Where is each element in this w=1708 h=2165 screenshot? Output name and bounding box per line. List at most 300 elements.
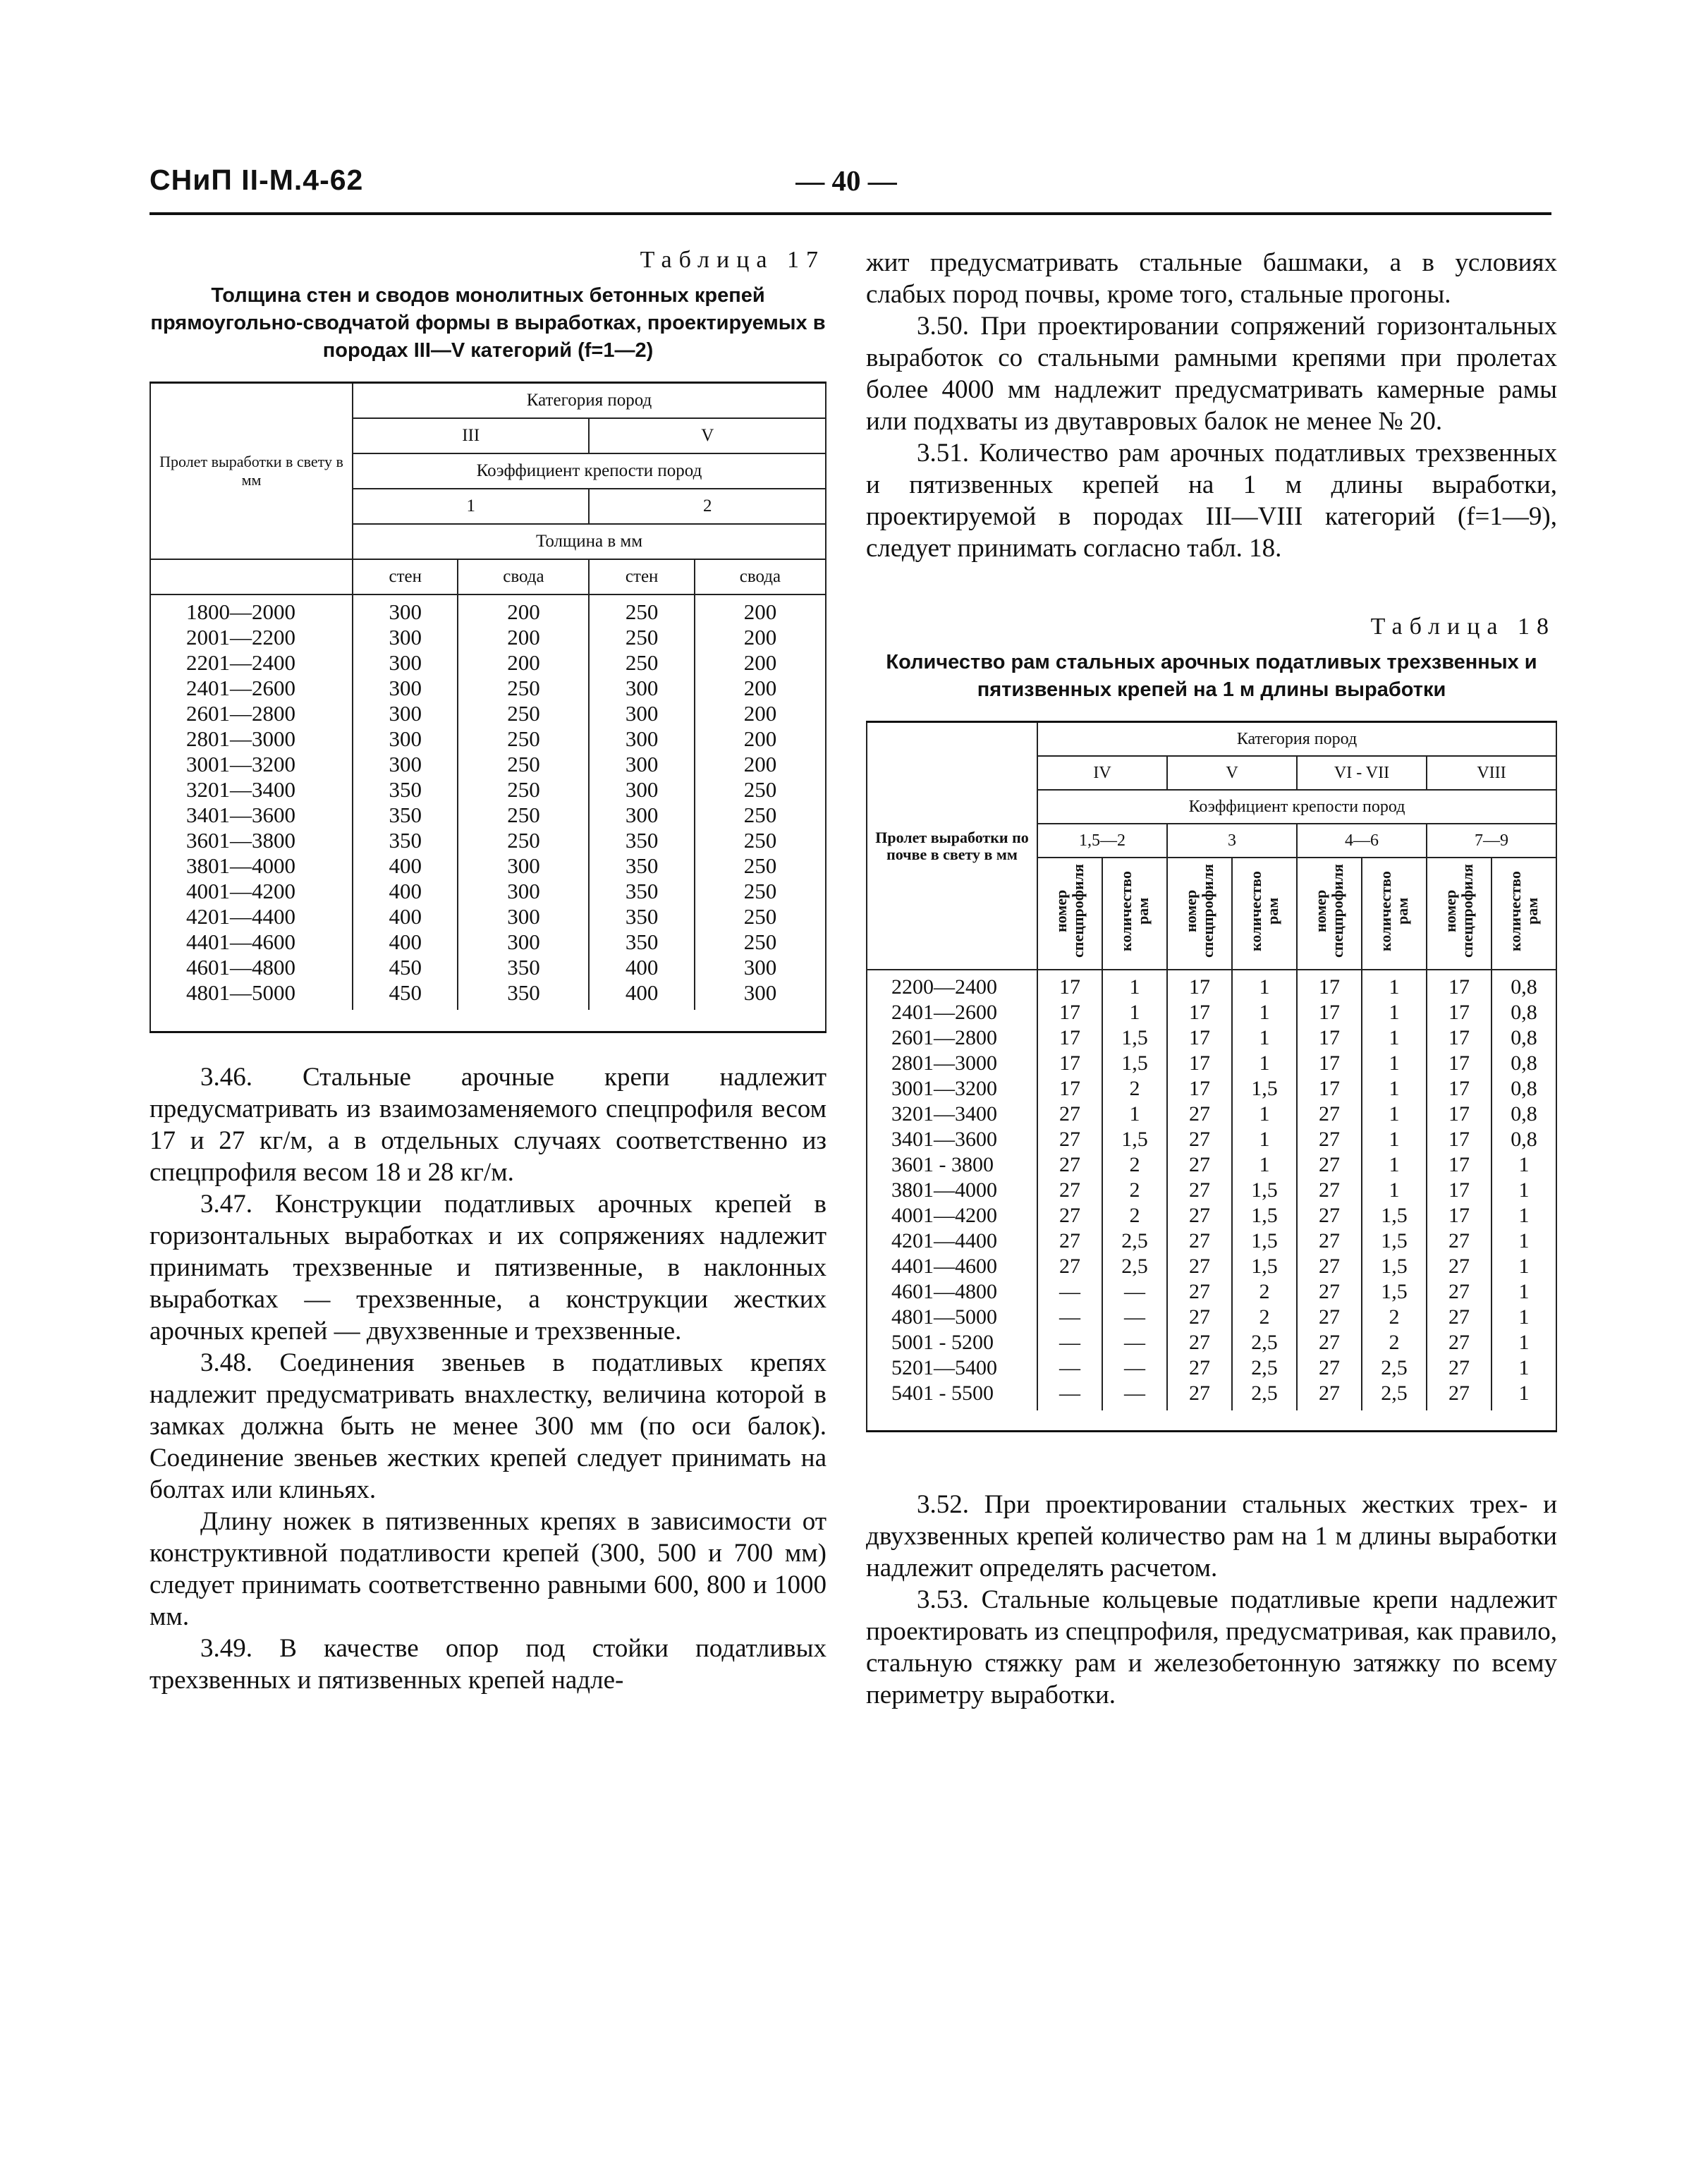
table-cell: 17 <box>1319 1077 1340 1100</box>
table-cell: 400 <box>389 904 422 929</box>
table-cell: 27 <box>1319 1331 1340 1354</box>
table-cell: 250 <box>743 777 777 802</box>
table-cell: 27 <box>1059 1178 1080 1202</box>
table17-label: Таблица 17 <box>640 247 825 273</box>
page-number: — 40 — <box>795 164 897 197</box>
t17-col-v-vault <box>695 594 826 1010</box>
table-cell: 27 <box>1189 1305 1210 1329</box>
table-cell: 400 <box>389 853 422 878</box>
table-cell: 27 <box>1189 1128 1210 1151</box>
table-cell: 27 <box>1189 1178 1210 1202</box>
table-cell: 2,5 <box>1251 1331 1278 1354</box>
t18-category-header: Категория пород <box>1037 722 1556 757</box>
table-cell: 1 <box>1518 1280 1530 1303</box>
t18-sub-profile: номер спецпрофиля <box>1427 858 1492 970</box>
document-code: СНиП II-М.4-62 <box>150 164 364 196</box>
table-cell: 1,5 <box>1381 1229 1408 1252</box>
table-cell: 300 <box>389 625 422 650</box>
t17-sub-walls: стен <box>353 559 458 594</box>
table-cell: — <box>1124 1280 1145 1303</box>
table-cell: 2401—2600 <box>891 1001 997 1024</box>
t18-sub-profile: номер спецпрофиля <box>1037 858 1102 970</box>
table-cell: 1 <box>1259 1128 1270 1151</box>
table-cell: 27 <box>1059 1204 1080 1227</box>
table-cell: 1 <box>1389 1026 1400 1049</box>
table-cell: 1 <box>1518 1356 1530 1379</box>
table-cell: 1800—2000 <box>186 599 295 624</box>
table-cell: 250 <box>743 929 777 954</box>
table-cell: 27 <box>1448 1229 1470 1252</box>
t18-col-viii-profile <box>1427 970 1492 1410</box>
table-cell: 200 <box>507 599 540 624</box>
table-cell: 2200—2400 <box>891 975 997 999</box>
t17-row-header: Пролет выработки в свету в мм <box>150 383 353 560</box>
table-cell: 17 <box>1189 1026 1210 1049</box>
table-cell: 17 <box>1319 975 1340 999</box>
t17-bottom <box>150 1010 826 1032</box>
t17-sub-walls: стен <box>589 559 694 594</box>
table-cell: 300 <box>507 929 540 954</box>
table-cell: — <box>1059 1305 1080 1329</box>
table-cell: 27 <box>1319 1102 1340 1126</box>
table-cell: 5001 - 5200 <box>891 1331 994 1354</box>
table-cell: 1 <box>1518 1305 1530 1329</box>
table-cell: 4801—5000 <box>186 980 295 1005</box>
table-cell: — <box>1059 1280 1080 1303</box>
table-cell: 0,8 <box>1511 1051 1537 1075</box>
table-cell: 1,5 <box>1121 1051 1148 1075</box>
table-cell: 27 <box>1189 1280 1210 1303</box>
table-cell: 2,5 <box>1121 1229 1148 1252</box>
t17-sub-vault: свода <box>695 559 826 594</box>
table-cell: 27 <box>1189 1153 1210 1176</box>
table-cell: 300 <box>625 701 659 726</box>
table-cell: 17 <box>1059 1001 1080 1024</box>
table-cell: 250 <box>507 752 540 776</box>
table-cell: 3401—3600 <box>186 803 295 827</box>
table-cell: 1,5 <box>1121 1026 1148 1049</box>
table-cell: 1 <box>1389 1153 1400 1176</box>
table-cell: 27 <box>1319 1382 1340 1405</box>
table-cell: — <box>1124 1331 1145 1354</box>
t17-col-iii-vault <box>458 594 589 1010</box>
table-cell: 4201—4400 <box>891 1229 997 1252</box>
table-cell: 17 <box>1319 1026 1340 1049</box>
table-cell: 1 <box>1129 975 1140 999</box>
table-cell: 17 <box>1448 1051 1470 1075</box>
t17-col-v-walls <box>589 594 694 1010</box>
para-3-46: 3.46. Стальные арочные крепи надлежит предусматривать из взаимозаменяемого спецпрофиля весом 17 и 27 кг/м, а в отдельных случаях соответственно из спецпрофиля весом 18 и 28 кг/м. <box>150 1063 826 1187</box>
table-cell: 1,5 <box>1381 1204 1408 1227</box>
table-cell: 2,5 <box>1251 1356 1278 1379</box>
para-3-52: 3.52. При проектировании стальных жестких трех- и двухзвенных крепей количество рам на 1 м длины выработки надлежит определять расчетом. <box>866 1490 1557 1582</box>
table-cell: — <box>1059 1356 1080 1379</box>
t18-sub-count: количество рам <box>1492 858 1556 970</box>
table-cell: 2 <box>1129 1204 1140 1227</box>
table-cell: 2,5 <box>1381 1356 1408 1379</box>
table-cell: 450 <box>389 980 422 1005</box>
table-cell: 1 <box>1259 1102 1270 1126</box>
table-cell: 250 <box>507 701 540 726</box>
table-cell: 17 <box>1319 1051 1340 1075</box>
table-cell: 1 <box>1259 1026 1270 1049</box>
table-cell: 1 <box>1259 975 1270 999</box>
table-cell: 17 <box>1448 1001 1470 1024</box>
table-cell: 250 <box>743 803 777 827</box>
table-cell: 1,5 <box>1251 1255 1278 1278</box>
table-cell: 17 <box>1448 1128 1470 1151</box>
table-cell: 1 <box>1389 1178 1400 1202</box>
table-cell: 350 <box>625 904 659 929</box>
table-cell: 1 <box>1518 1204 1530 1227</box>
t17-category-header: Категория пород <box>353 383 826 419</box>
table-cell: 27 <box>1189 1255 1210 1278</box>
table-cell: 350 <box>507 955 540 980</box>
para-3-48: 3.48. Соединения звеньев в податливых крепях надлежит предусматривать внахлестку, величина которой в замках должна быть не менее 300 мм (по оси балок). Соединение звеньев жестких крепей следует принимать на болтах или клиньях. <box>150 1348 826 1504</box>
table-cell: 2,5 <box>1121 1255 1148 1278</box>
table-cell: 17 <box>1189 975 1210 999</box>
table-cell: 17 <box>1059 1077 1080 1100</box>
table-cell: 27 <box>1319 1153 1340 1176</box>
table-cell: 1 <box>1259 1051 1270 1075</box>
table-cell: 250 <box>743 828 777 853</box>
t18-cat-viii: VIII <box>1427 756 1556 790</box>
table-cell: 1 <box>1389 1001 1400 1024</box>
table-cell: 2001—2200 <box>186 625 295 650</box>
table-cell: 3001—3200 <box>186 752 295 776</box>
table-cell: 3001—3200 <box>891 1077 997 1100</box>
t18-sub-profile: номер спецпрофиля <box>1167 858 1232 970</box>
table-cell: 27 <box>1448 1331 1470 1354</box>
table-cell: 2,5 <box>1381 1382 1408 1405</box>
table-cell: 1 <box>1129 1001 1140 1024</box>
table-cell: 2401—2600 <box>186 676 295 700</box>
table-cell: 1,5 <box>1251 1077 1278 1100</box>
table-cell: 3601 - 3800 <box>891 1153 994 1176</box>
para-3-50: 3.50. При проектировании сопряжений горизонтальных выработок со стальными рамными крепями при пролетах более 4000 мм надлежит предусматривать камерные рамы или подхваты из двутавровых балок не менее № 20. <box>866 312 1557 436</box>
t18-col-vi-profile <box>1297 970 1362 1410</box>
table-cell: 17 <box>1059 975 1080 999</box>
table-cell: 2 <box>1129 1077 1140 1100</box>
table-cell: 2801—3000 <box>186 726 295 751</box>
t18-col-iv-count <box>1102 970 1167 1410</box>
table-cell: 1 <box>1389 1128 1400 1151</box>
table-cell: 200 <box>507 625 540 650</box>
table-cell: 27 <box>1319 1280 1340 1303</box>
table-cell: 200 <box>743 625 777 650</box>
table-cell: 300 <box>389 676 422 700</box>
table-cell: 1 <box>1389 1102 1400 1126</box>
table-cell: 17 <box>1059 1051 1080 1075</box>
table-cell: 3201—3400 <box>186 777 295 802</box>
table-cell: 27 <box>1189 1204 1210 1227</box>
table-cell: 17 <box>1448 1153 1470 1176</box>
table-cell: 17 <box>1448 1178 1470 1202</box>
spacer <box>150 1033 826 1061</box>
table-cell: 450 <box>389 955 422 980</box>
table-cell: 2 <box>1129 1153 1140 1176</box>
table-cell: 350 <box>389 803 422 827</box>
table-cell: 300 <box>743 955 777 980</box>
table-cell: 1 <box>1518 1178 1530 1202</box>
table-cell: 350 <box>625 853 659 878</box>
t18-cat-vi-vii: VI - VII <box>1297 756 1427 790</box>
table-cell: 250 <box>743 879 777 903</box>
table-cell: 27 <box>1189 1382 1210 1405</box>
table-cell: 1 <box>1518 1382 1530 1405</box>
table-cell: 1 <box>1389 975 1400 999</box>
table17 <box>150 382 826 1033</box>
t17-thickness-header: Толщина в мм <box>353 524 826 559</box>
t18-col-v-profile <box>1167 970 1232 1410</box>
table-cell: 1,5 <box>1251 1204 1278 1227</box>
table18-caption: Количество рам стальных арочных податливых трехзвенных и пятизвенных крепей на 1 м длины выработки <box>886 651 1537 701</box>
table-cell: 0,8 <box>1511 975 1537 999</box>
t17-coef-1: 1 <box>353 489 589 524</box>
table-cell: 1 <box>1259 1001 1270 1024</box>
table-cell: 1 <box>1518 1255 1530 1278</box>
table-cell: 27 <box>1319 1204 1340 1227</box>
t18-sub-profile: номер спецпрофиля <box>1297 858 1362 970</box>
table-cell: 300 <box>625 676 659 700</box>
table-cell: 1 <box>1259 1153 1270 1176</box>
t17-blank <box>150 559 353 594</box>
table-cell: 17 <box>1189 1001 1210 1024</box>
table-cell: 17 <box>1448 1204 1470 1227</box>
table-cell: 2 <box>1389 1305 1400 1329</box>
table-cell: 200 <box>507 650 540 675</box>
table-cell: 27 <box>1319 1356 1340 1379</box>
table-cell: 27 <box>1059 1255 1080 1278</box>
table-cell: 1,5 <box>1381 1255 1408 1278</box>
table-cell: 2 <box>1259 1305 1270 1329</box>
table-cell: 0,8 <box>1511 1026 1537 1049</box>
t17-sub-vault: свода <box>458 559 589 594</box>
table-cell: 0,8 <box>1511 1102 1537 1126</box>
table-cell: 2 <box>1129 1178 1140 1202</box>
t18-cat-v: V <box>1167 756 1297 790</box>
table-cell: 27 <box>1059 1229 1080 1252</box>
table-cell: 2201—2400 <box>186 650 295 675</box>
t17-spans-col <box>150 594 353 1010</box>
table-cell: 0,8 <box>1511 1128 1537 1151</box>
table-cell: 27 <box>1448 1305 1470 1329</box>
table-cell: 17 <box>1059 1026 1080 1049</box>
t18-spans-col <box>867 970 1037 1410</box>
table-cell: 4001—4200 <box>186 879 295 903</box>
table-cell: 0,8 <box>1511 1001 1537 1024</box>
para-3-53: 3.53. Стальные кольцевые податливые крепи надлежит проектировать из спецпрофиля, предусматривая, как правило, стальную стяжку рам и железобетонную затяжку по всему периметру выработки. <box>866 1585 1557 1709</box>
table-cell: 17 <box>1448 1026 1470 1049</box>
spacer <box>866 564 1557 614</box>
table-cell: 17 <box>1319 1001 1340 1024</box>
table-cell: 3801—4000 <box>891 1178 997 1202</box>
table-cell: 27 <box>1059 1153 1080 1176</box>
table-cell: 300 <box>625 803 659 827</box>
table-cell: 27 <box>1319 1128 1340 1151</box>
table-cell: 400 <box>389 879 422 903</box>
table-cell: 0,8 <box>1511 1077 1537 1100</box>
table-cell: 1,5 <box>1381 1280 1408 1303</box>
table-cell: 200 <box>743 599 777 624</box>
table-cell: 4201—4400 <box>186 904 295 929</box>
t18-col-v-count <box>1232 970 1297 1410</box>
table-cell: 27 <box>1319 1305 1340 1329</box>
table-cell: 300 <box>743 980 777 1005</box>
table-cell: 200 <box>743 650 777 675</box>
table-cell: 300 <box>507 904 540 929</box>
table-cell: 27 <box>1189 1356 1210 1379</box>
para-3-48-cont: Длину ножек в пятизвенных крепях в зависимости от конструктивной податливости крепей (300, 500 и 700 мм) следует принимать соответственно равными 600, 800 и 1000 мм. <box>150 1507 826 1631</box>
table-cell: 250 <box>625 599 659 624</box>
table-cell: 2 <box>1259 1280 1270 1303</box>
t18-col-viii-count <box>1492 970 1556 1410</box>
table-cell: 250 <box>625 650 659 675</box>
table-cell: 200 <box>743 752 777 776</box>
t18-coef-header: Коэффициент крепости пород <box>1037 790 1556 824</box>
table-cell: 1,5 <box>1121 1128 1148 1151</box>
t18-col-iv-profile <box>1037 970 1102 1410</box>
table-cell: 27 <box>1319 1229 1340 1252</box>
table-cell: 350 <box>389 828 422 853</box>
table-cell: 1,5 <box>1251 1229 1278 1252</box>
table-cell: 4601—4800 <box>891 1280 997 1303</box>
t18-cat-iv: IV <box>1037 756 1167 790</box>
t17-cat-v: V <box>589 418 826 453</box>
table-cell: 400 <box>389 929 422 954</box>
table-cell: — <box>1124 1382 1145 1405</box>
table-cell: 3601—3800 <box>186 828 295 853</box>
table-cell: 250 <box>625 625 659 650</box>
table-cell: 27 <box>1189 1102 1210 1126</box>
table-cell: 250 <box>507 676 540 700</box>
table-cell: 17 <box>1448 1077 1470 1100</box>
t17-col-iii-walls <box>353 594 458 1010</box>
table-cell: 200 <box>743 701 777 726</box>
t18-row-header: Пролет выработки по почве в свету в мм <box>867 722 1037 970</box>
para-3-49-cont: жит предусматривать стальные башмаки, а в условиях слабых пород почвы, кроме того, стальные прогоны. <box>866 248 1557 309</box>
table-cell: 17 <box>1448 975 1470 999</box>
t18-coef-1: 1,5—2 <box>1037 824 1167 858</box>
table-cell: 350 <box>625 929 659 954</box>
header-rule <box>150 212 1551 215</box>
right-column <box>866 247 1557 1711</box>
table-cell: 4401—4600 <box>186 929 295 954</box>
table-cell: 1 <box>1389 1051 1400 1075</box>
table-cell: 300 <box>389 726 422 751</box>
table17-caption: Толщина стен и сводов монолитных бетонных крепей прямоугольно-сводчатой формы в выработках, проектируемых в породах III—V категорий (f=1—2) <box>150 284 826 362</box>
t18-bottom <box>867 1410 1556 1432</box>
table-cell: 250 <box>507 726 540 751</box>
table-cell: 350 <box>507 980 540 1005</box>
table-cell: 17 <box>1448 1102 1470 1126</box>
table-cell: 350 <box>625 828 659 853</box>
para-3-51: 3.51. Количество рам арочных податливых трехзвенных и пятизвенных крепей на 1 м длины выработки, проектируемой в породах III—VIII категорий (f=1—9), следует принимать согласно табл. 18. <box>866 439 1557 563</box>
table-cell: 27 <box>1189 1229 1210 1252</box>
table18-label: Таблица 18 <box>1370 614 1556 640</box>
table-cell: 1 <box>1518 1331 1530 1354</box>
table-cell: 250 <box>743 904 777 929</box>
table-cell: — <box>1124 1356 1145 1379</box>
table-cell: 3201—3400 <box>891 1102 997 1126</box>
t17-cat-iii: III <box>353 418 589 453</box>
table-cell: 3801—4000 <box>186 853 295 878</box>
t18-coef-2: 3 <box>1167 824 1297 858</box>
table-cell: 1 <box>1518 1153 1530 1176</box>
table-cell: — <box>1124 1305 1145 1329</box>
table-cell: 200 <box>743 726 777 751</box>
t18-sub-count: количество рам <box>1102 858 1167 970</box>
table-cell: 300 <box>507 853 540 878</box>
table-cell: 5401 - 5500 <box>891 1382 994 1405</box>
table-cell: 200 <box>743 676 777 700</box>
table-cell: 2801—3000 <box>891 1051 997 1075</box>
table-cell: 250 <box>507 777 540 802</box>
table-cell: 17 <box>1189 1051 1210 1075</box>
table-cell: 27 <box>1319 1178 1340 1202</box>
table-cell: 2601—2800 <box>891 1026 997 1049</box>
t17-coef-2: 2 <box>589 489 826 524</box>
spacer <box>866 1432 1557 1489</box>
table-cell: — <box>1059 1331 1080 1354</box>
table-cell: 27 <box>1448 1280 1470 1303</box>
table-cell: 250 <box>507 828 540 853</box>
para-3-49: 3.49. В качестве опор под стойки податливых трехзвенных и пятизвенных крепей надле- <box>150 1634 826 1695</box>
table-cell: 27 <box>1319 1255 1340 1278</box>
table-cell: 4001—4200 <box>891 1204 997 1227</box>
table-cell: 1,5 <box>1251 1178 1278 1202</box>
t18-sub-count: количество рам <box>1362 858 1427 970</box>
table-cell: 300 <box>389 701 422 726</box>
table-cell: 27 <box>1059 1128 1080 1151</box>
table-cell: 400 <box>625 955 659 980</box>
table-cell: 400 <box>625 980 659 1005</box>
t18-coef-4: 7—9 <box>1427 824 1556 858</box>
table-cell: 300 <box>389 650 422 675</box>
table-cell: 27 <box>1448 1356 1470 1379</box>
table-cell: 27 <box>1189 1331 1210 1354</box>
table-cell: 17 <box>1189 1077 1210 1100</box>
table-cell: 250 <box>507 803 540 827</box>
table-cell: 300 <box>625 752 659 776</box>
table-cell: 300 <box>507 879 540 903</box>
table18 <box>866 721 1557 1432</box>
table-cell: 300 <box>389 599 422 624</box>
table-cell: 2601—2800 <box>186 701 295 726</box>
table-cell: 4801—5000 <box>891 1305 997 1329</box>
table-cell: 300 <box>625 726 659 751</box>
table-cell: 1 <box>1389 1077 1400 1100</box>
table-cell: 300 <box>389 752 422 776</box>
table-cell: 1 <box>1518 1229 1530 1252</box>
table-cell: 250 <box>743 853 777 878</box>
table-cell: 350 <box>625 879 659 903</box>
table-cell: 3401—3600 <box>891 1128 997 1151</box>
t18-sub-count: количество рам <box>1232 858 1297 970</box>
left-column <box>150 247 826 1696</box>
table-cell: 300 <box>625 777 659 802</box>
t18-coef-3: 4—6 <box>1297 824 1427 858</box>
table-cell: 27 <box>1059 1102 1080 1126</box>
table-cell: — <box>1059 1382 1080 1405</box>
table-cell: 2 <box>1389 1331 1400 1354</box>
table-cell: 5201—5400 <box>891 1356 997 1379</box>
table-cell: 27 <box>1448 1382 1470 1405</box>
table-cell: 4601—4800 <box>186 955 295 980</box>
table-cell: 2,5 <box>1251 1382 1278 1405</box>
table-cell: 1 <box>1129 1102 1140 1126</box>
t17-coef-header: Коэффициент крепости пород <box>353 453 826 489</box>
